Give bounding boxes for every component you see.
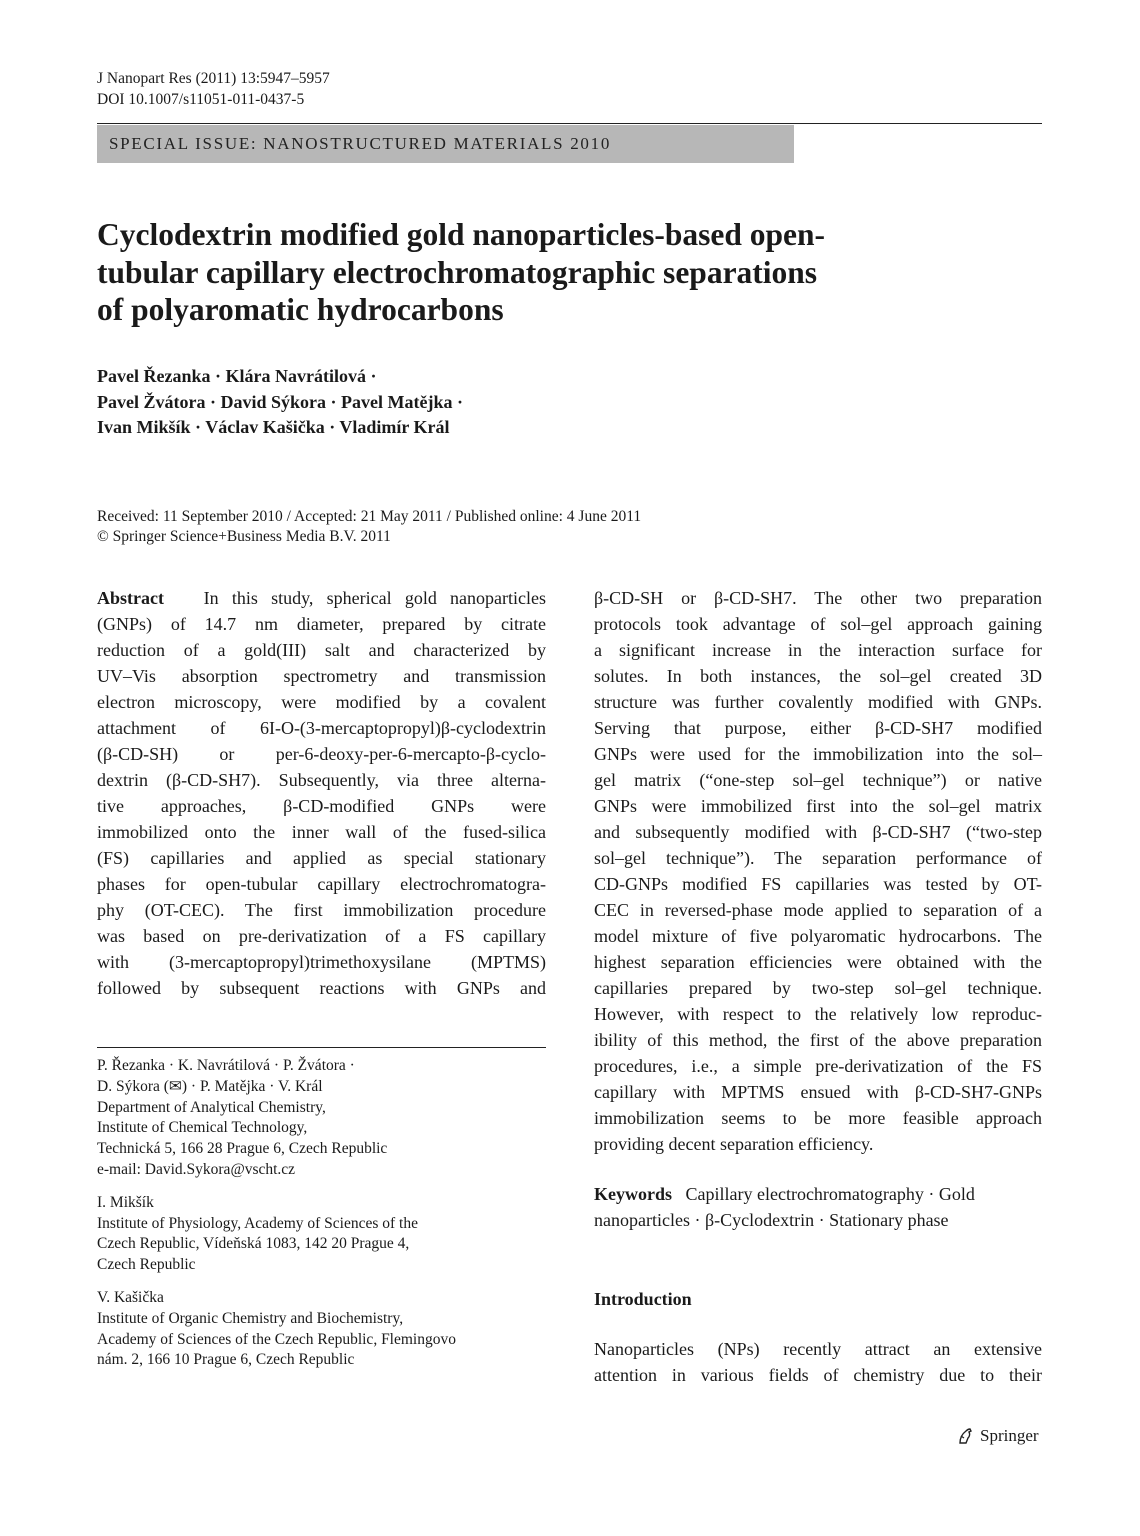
title-line: of polyaromatic hydrocarbons: [97, 292, 504, 327]
text-line: Serving that purpose, either β-CD-SH7 modified: [594, 718, 1042, 738]
text-line: a significant increase in the interaction surface for: [594, 640, 1042, 660]
journal-citation: [97, 68, 330, 110]
text-line: UV–Vis absorption spectrometry and transmission: [97, 666, 546, 686]
header-rule: [97, 123, 1042, 124]
copyright-line: © Springer Science+Business Media B.V. 2011: [97, 528, 391, 545]
text-line: highest separation efficiencies were obtained with the: [594, 952, 1042, 972]
text-line: electron microscopy, were modified by a covalent: [97, 692, 546, 712]
text-line: and subsequently modified with β-CD-SH7 (“two-step: [594, 822, 1042, 842]
text-line: Nanoparticles (NPs) recently attract an extensive: [594, 1339, 1042, 1359]
text-line: followed by subsequent reactions with GNPs and: [97, 978, 546, 998]
text-line: was based on pre-derivatization of a FS capillary: [97, 926, 546, 946]
keywords-label: Keywords: [594, 1184, 672, 1204]
text-line: GNPs were used for the immobilization into the sol–: [594, 744, 1042, 764]
affiliation-line: nám. 2, 166 10 Prague 6, Czech Republic: [97, 1351, 355, 1369]
text-line: sol–gel technique”). The separation performance of: [594, 848, 1042, 868]
abstract-label: Abstract: [97, 588, 164, 608]
text-line: gel matrix (“one-step sol–gel technique”) or native: [594, 770, 1042, 790]
doi-line: DOI 10.1007/s11051-011-0437-5: [97, 91, 305, 108]
text-line: ibility of this method, the first of the above preparation: [594, 1030, 1042, 1050]
publisher-logo: [956, 1424, 1039, 1448]
text-line: reduction of a gold(III) salt and characterized by: [97, 640, 546, 660]
affiliation-line: Institute of Organic Chemistry and Biochemistry,: [97, 1309, 404, 1327]
author-list: [97, 364, 463, 441]
title-line: Cyclodextrin modified gold nanoparticles-based open-: [97, 217, 826, 252]
author-line: Pavel Řezanka · Klára Navrátilová ·: [97, 366, 377, 386]
text-line: with (3-mercaptopropyl)trimethoxysilane (MPTMS): [97, 952, 546, 972]
text-line: immobilized onto the inner wall of the fused-silica: [97, 822, 546, 842]
affiliation-line: P. Řezanka · K. Navrátilová · P. Žvátora ·: [97, 1057, 355, 1074]
footnote-rule: [97, 1047, 546, 1048]
affiliation-line: Czech Republic: [97, 1256, 196, 1274]
text-line: tive approaches, β-CD-modified GNPs were: [97, 796, 546, 816]
special-issue-banner: SPECIAL ISSUE: NANOSTRUCTURED MATERIALS 2010: [97, 125, 794, 163]
text-line: (FS) capillaries and applied as special stationary: [97, 848, 546, 868]
keywords: [594, 1181, 1042, 1233]
text-line: GNPs were immobilized first into the sol–gel matrix: [594, 796, 1042, 816]
text-line: (β-CD-SH) or per-6-deoxy-per-6-mercapto-β-cyclo-: [97, 744, 546, 764]
article-history: [97, 507, 641, 547]
text-line: capillaries prepared by two-step sol–gel technique.: [594, 978, 1042, 998]
publisher-name: Springer: [980, 1426, 1039, 1445]
introduction-heading: Introduction: [594, 1289, 692, 1309]
text-line: attention in various fields of chemistry due to their: [594, 1365, 1042, 1385]
text-line: phy (OT-CEC). The first immobilization procedure: [97, 900, 546, 920]
affiliations: [97, 1056, 456, 1371]
affiliation-line: Academy of Sciences of the Czech Republic, Flemingovo: [97, 1330, 456, 1348]
text-line: procedures, i.e., a simple pre-derivatization of the FS: [594, 1056, 1042, 1076]
history-line: Received: 11 September 2010 / Accepted: 21 May 2011 / Published online: 4 June 2011: [97, 508, 642, 525]
text-line: providing decent separation efficiency.: [594, 1134, 874, 1154]
affiliation-line: Institute of Chemical Technology,: [97, 1119, 308, 1137]
text-line: immobilization seems to be more feasible approach: [594, 1108, 1042, 1128]
author-line: Pavel Žvátora · David Sýkora · Pavel Matějka ·: [97, 391, 463, 412]
text-line: attachment of 6I-O-(3-mercaptopropyl)β-cyclodextrin: [97, 718, 546, 738]
text-line: protocols took advantage of sol–gel approach gaining: [594, 614, 1042, 634]
abstract-right-column: [594, 585, 1042, 1157]
springer-horse-icon: [956, 1426, 976, 1446]
title-line: tubular capillary electrochromatographic separations: [97, 254, 818, 290]
affiliation-line: Institute of Physiology, Academy of Sciences of the: [97, 1214, 418, 1232]
text-line: (GNPs) of 14.7 nm diameter, prepared by citrate: [97, 614, 546, 634]
text-line: structure was further covalently modified with GNPs.: [594, 692, 1042, 712]
introduction-text: [594, 1336, 1042, 1388]
affiliation-line: D. Sýkora (✉) · P. Matějka · V. Král: [97, 1077, 323, 1095]
affiliation-line: e-mail: David.Sykora@vscht.cz: [97, 1160, 296, 1178]
affiliation-line: Department of Analytical Chemistry,: [97, 1098, 326, 1116]
abstract-text: In this study, spherical gold nanoparticles: [203, 588, 546, 608]
affiliation-line: V. Kašička: [97, 1288, 164, 1306]
affiliation-line: I. Mikšík: [97, 1193, 154, 1211]
text-line: phases for open-tubular capillary electrochromatogra-: [97, 874, 546, 894]
text-line: CD-GNPs modified FS capillaries was tested by OT-: [594, 874, 1042, 894]
affiliation-line: Technická 5, 166 28 Prague 6, Czech Republic: [97, 1140, 388, 1158]
text-line: However, with respect to the relatively low reproduc-: [594, 1004, 1042, 1024]
author-line: Ivan Mikšík · Václav Kašička · Vladimír Král: [97, 417, 450, 437]
abstract-left-column: [97, 585, 546, 1001]
text-line: model mixture of five polyaromatic hydrocarbons. The: [594, 926, 1042, 946]
affiliation-line: Czech Republic, Vídeňská 1083, 142 20 Prague 4,: [97, 1235, 410, 1253]
text-line: CEC in reversed-phase mode applied to separation of a: [594, 900, 1042, 920]
text-line: capillary with MPTMS ensued with β-CD-SH7-GNPs: [594, 1082, 1042, 1102]
keywords-line: Capillary electrochromatography · Gold: [685, 1184, 975, 1204]
text-line: dextrin (β-CD-SH7). Subsequently, via three alterna-: [97, 770, 546, 790]
abstract-first-line: [97, 585, 546, 611]
keywords-line: nanoparticles · β-Cyclodextrin · Stationary phase: [594, 1210, 949, 1230]
text-line: solutes. In both instances, the sol–gel created 3D: [594, 666, 1042, 686]
text-line: β-CD-SH or β-CD-SH7. The other two preparation: [594, 588, 1042, 608]
journal-line: J Nanopart Res (2011) 13:5947–5957: [97, 70, 330, 87]
article-title: [97, 216, 957, 329]
